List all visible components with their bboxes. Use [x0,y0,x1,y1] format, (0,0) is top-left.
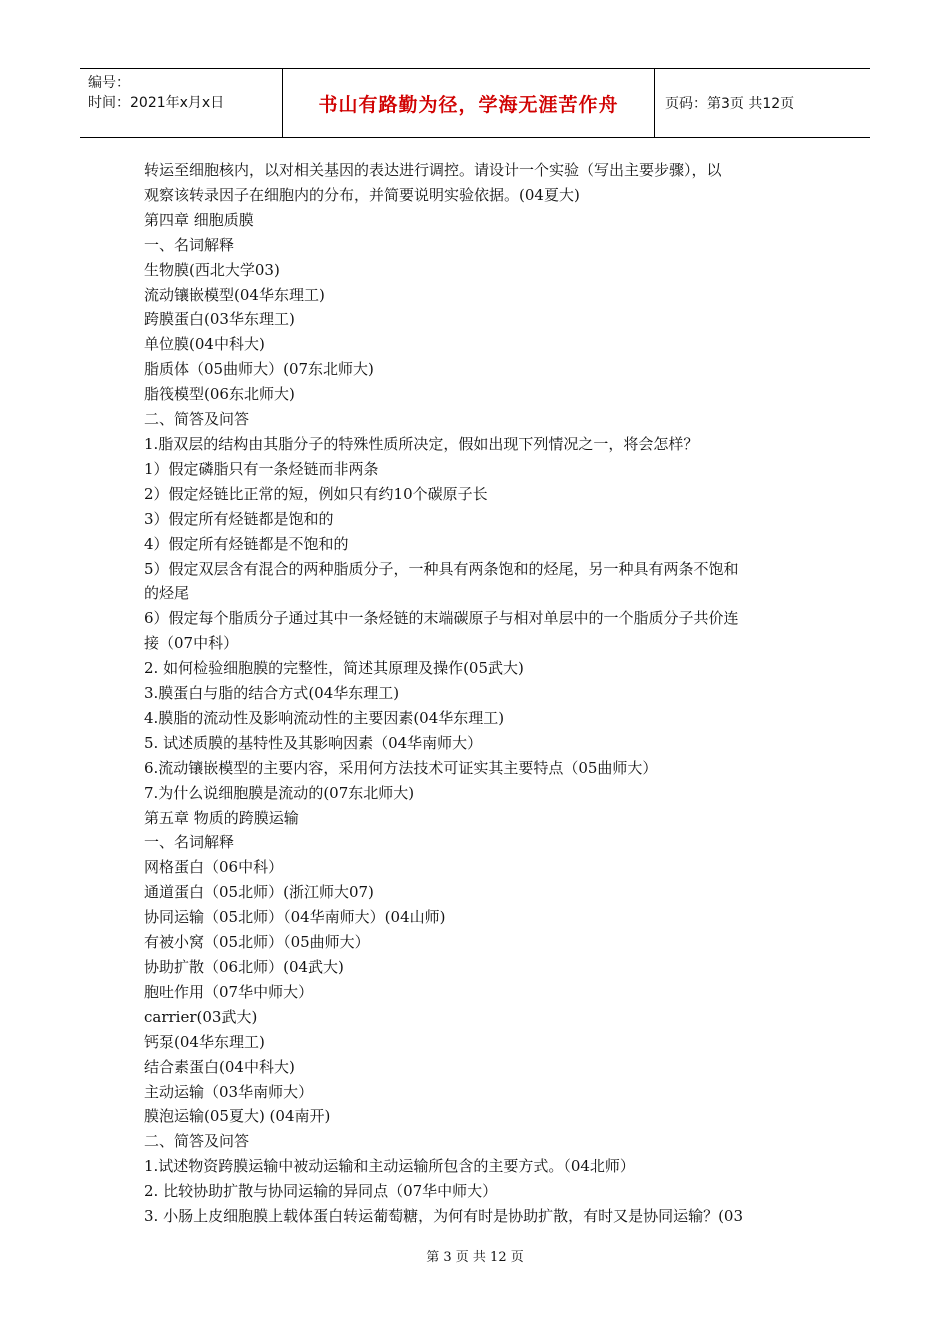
text-line: 脂筏模型(06东北师大) [144,385,295,404]
page-footer: 第 3 页 共 12 页 [426,1250,524,1265]
text-line: 2）假定烃链比正常的短，例如只有约10个碳原子长 [144,484,488,503]
text-line: 4.膜脂的流动性及影响流动性的主要因素(04华东理工) [144,708,505,727]
text-line: 协同运输（05北师）（04华南师大）(04山师) [144,908,446,927]
text-line: 膜泡运输(05夏大) (04南开) [144,1107,331,1126]
doc-date: 时间：2021年x月x日 [88,95,225,111]
text-line: 流动镶嵌模型(04华东理工) [144,285,325,304]
text-line: 1.试述物资跨膜运输中被动运输和主动运输所包含的主要方式。（04北师） [144,1157,635,1176]
text-line: 3. 小肠上皮细胞膜上载体蛋白转运葡萄糖，为何有时是协助扩散，有时又是协同运输？(03 [144,1207,744,1226]
text-line: 通道蛋白（05北师）(浙江师大07) [144,883,374,902]
text-line: 单位膜(04中科大) [144,335,265,354]
text-line: 有被小窝（05北师）（05曲师大） [144,933,370,952]
text-line: 5. 试述质膜的基特性及其影响因素（04华南师大） [144,733,483,752]
header-motto: 书山有路勤为径，学海无涯苦作舟 [318,93,619,116]
header-motto-cell [283,69,655,137]
text-line: 3.膜蛋白与脂的结合方式(04华东理工) [144,684,400,703]
text-line: 1.脂双层的结构由其脂分子的特殊性质所决定，假如出现下列情况之一，将会怎样？ [144,434,699,453]
text-line: 7.为什么说细胞膜是流动的(07东北师大) [144,783,415,802]
text-line: carrier(03武大) [144,1007,258,1026]
text-line: 胞吐作用（07华中师大） [144,982,314,1001]
text-line: 二、简答及问答 [144,410,250,429]
text-line: 第五章 物质的跨膜运输 [144,808,299,827]
text-line: 结合素蛋白(04中科大) [144,1057,295,1076]
text-line: 1）假定磷脂只有一条烃链而非两条 [144,459,379,478]
text-line: 的烃尾 [144,584,190,603]
doc-number: 编号： [88,75,130,91]
text-line: 跨膜蛋白(03华东理工) [144,310,295,329]
text-line: 6.流动镶嵌模型的主要内容，采用何方法技术可证实其主要特点（05曲师大） [144,758,658,777]
document-body [144,158,812,1229]
header-meta [80,69,283,137]
text-line: 一、名词解释 [144,833,235,852]
page-header [80,68,870,138]
text-line: 2. 如何检验细胞膜的完整性，简述其原理及操作(05武大) [144,659,524,678]
text-line: 转运至细胞核内，以对相关基因的表达进行调控。请设计一个实验（写出主要步骤），以 [144,161,722,179]
text-line: 6）假定每个脂质分子通过其中一条烃链的末端碳原子与相对单层中的一个脂质分子共价连 [144,609,739,628]
text-line: 主动运输（03华南师大） [144,1082,314,1101]
text-line: 4）假定所有烃链都是不饱和的 [144,534,349,553]
text-line: 网格蛋白（06中科） [144,858,284,877]
text-line: 一、名词解释 [144,235,235,254]
text-line: 二、简答及问答 [144,1132,250,1151]
text-line: 钙泵(04华东理工) [144,1032,265,1051]
text-line: 2. 比较协助扩散与协同运输的异同点（07华中师大） [144,1182,498,1201]
text-line: 观察该转录因子在细胞内的分布，并简要说明实验依据。(04夏大) [144,185,580,204]
text-line: 第四章 细胞质膜 [144,210,254,229]
text-line: 协助扩散（06北师）(04武大) [144,958,344,976]
text-line: 生物膜(西北大学03) [144,260,280,279]
header-page-info: 页码：第3页 共12页 [665,96,795,112]
text-line: 5）假定双层含有混合的两种脂质分子，一种具有两条饱和的烃尾，另一种具有两条不饱和 [144,559,739,578]
text-line: 接（07中科） [144,634,239,653]
text-line: 3）假定所有烃链都是饱和的 [144,509,334,528]
text-line: 脂质体（05曲师大）(07东北师大) [144,360,374,379]
